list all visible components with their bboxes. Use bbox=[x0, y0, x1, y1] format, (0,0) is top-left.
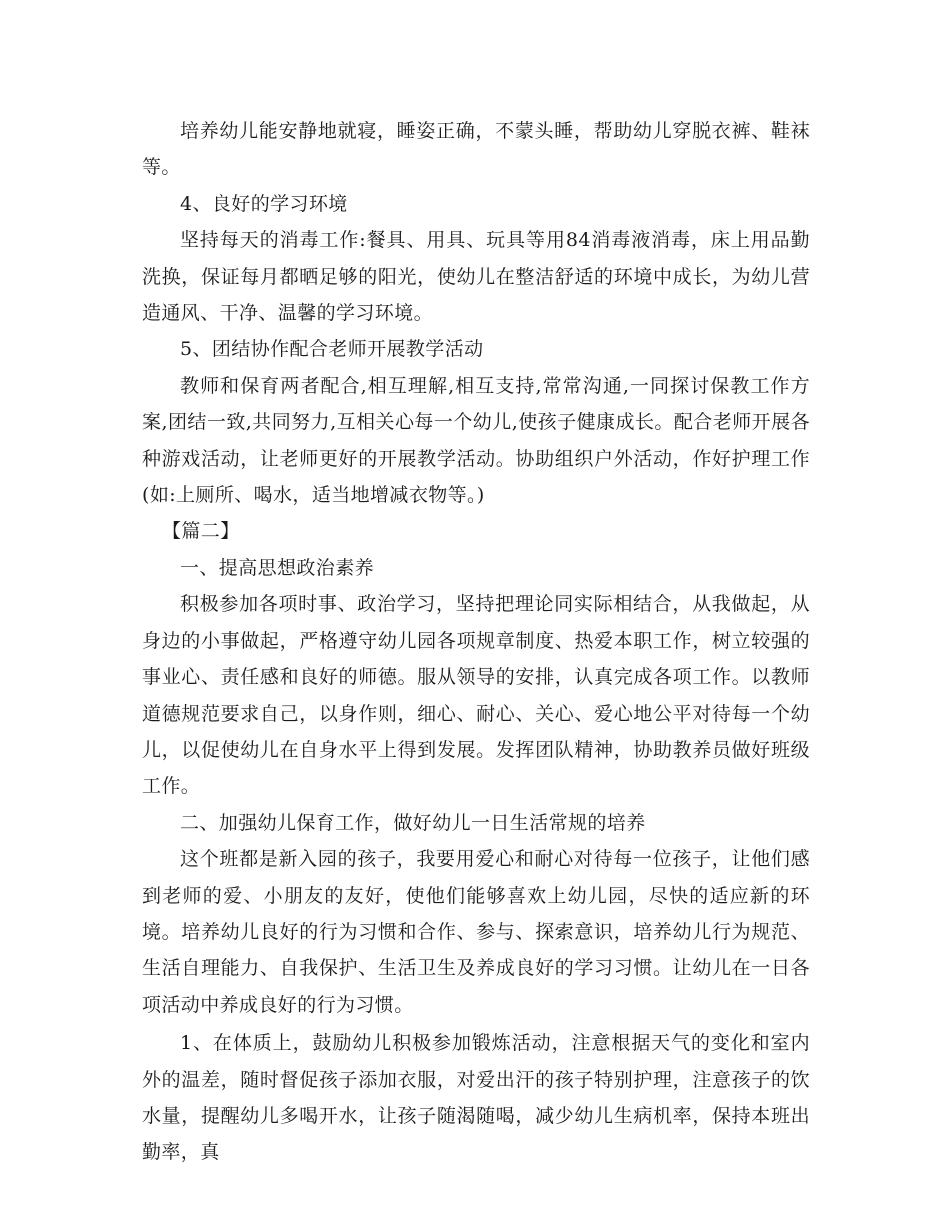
section-title-part-two: 【篇二】 bbox=[162, 520, 240, 543]
paragraph-physical-health: 1、在体质上，鼓励幼儿积极参加锻炼活动，注意根据天气的变化和室内外的温差，随时督促孩子添加衣服，对爱出汗的孩子特别护理，注意孩子的饮水量，提醒幼儿多喝开水，让孩子随渴随喝，减少幼儿生病机率，保持本班出勤率，真 bbox=[142, 1032, 810, 1164]
heading-childcare-work: 二、加强幼儿保育工作，做好幼儿一日生活常规的培养 bbox=[180, 811, 646, 834]
paragraph-new-children: 这个班都是新入园的孩子，我要用爱心和耐心对待每一位孩子，让他们感到老师的爱、小朋友的友好，使他们能够喜欢上幼儿园，尽快的适应新的环境。培养幼儿良好的行为习惯和合作、参与、探索意识，培养幼儿行为规范、生活自理能力、自我保护、生活卫生及养成良好的学习习惯。让幼儿在一日各项活动中养成良好的行为习惯。 bbox=[142, 848, 810, 1016]
heading-teamwork: 5、团结协作配合老师开展教学活动 bbox=[180, 338, 484, 361]
heading-political-literacy: 一、提高思想政治素养 bbox=[180, 556, 375, 579]
paragraph-teacher-cooperation: 教师和保育两者配合,相互理解,相互支持,常常沟通,一同探讨保教工作方案,团结一致,共同努力,互相关心每一个幼儿,使孩子健康成长。配合老师开展各种游戏活动，让老师更好的开展教学活动。协助组织户外活动，作好护理工作(如:上厕所、喝水，适当地增减衣物等。) bbox=[142, 374, 810, 507]
paragraph-political-study: 积极参加各项时事、政治学习，坚持把理论同实际相结合，从我做起，从身边的小事做起，严格遵守幼儿园各项规章制度、热爱本职工作，树立较强的事业心、责任感和良好的师德。服从领导的安排，认真完成各项工作。以教师道德规范要求自己，以身作则，细心、耐心、关心、爱心地公平对待每一个幼儿，以促使幼儿在自身水平上得到发展。发挥团队精神，协助教养员做好班级工作。 bbox=[142, 593, 810, 798]
paragraph-disinfection: 坚持每天的消毒工作:餐具、用具、玩具等用84消毒液消毒，床上用品勤洗换，保证每月都晒足够的阳光，使幼儿在整洁舒适的环境中成长，为幼儿营造通风、干净、温馨的学习环境。 bbox=[142, 229, 810, 325]
heading-learning-environment: 4、良好的学习环境 bbox=[180, 192, 348, 215]
paragraph-sleep-habits: 培养幼儿能安静地就寝，睡姿正确，不蒙头睡，帮助幼儿穿脱衣裤、鞋袜等。 bbox=[142, 120, 810, 179]
document-page bbox=[142, 113, 810, 1171]
